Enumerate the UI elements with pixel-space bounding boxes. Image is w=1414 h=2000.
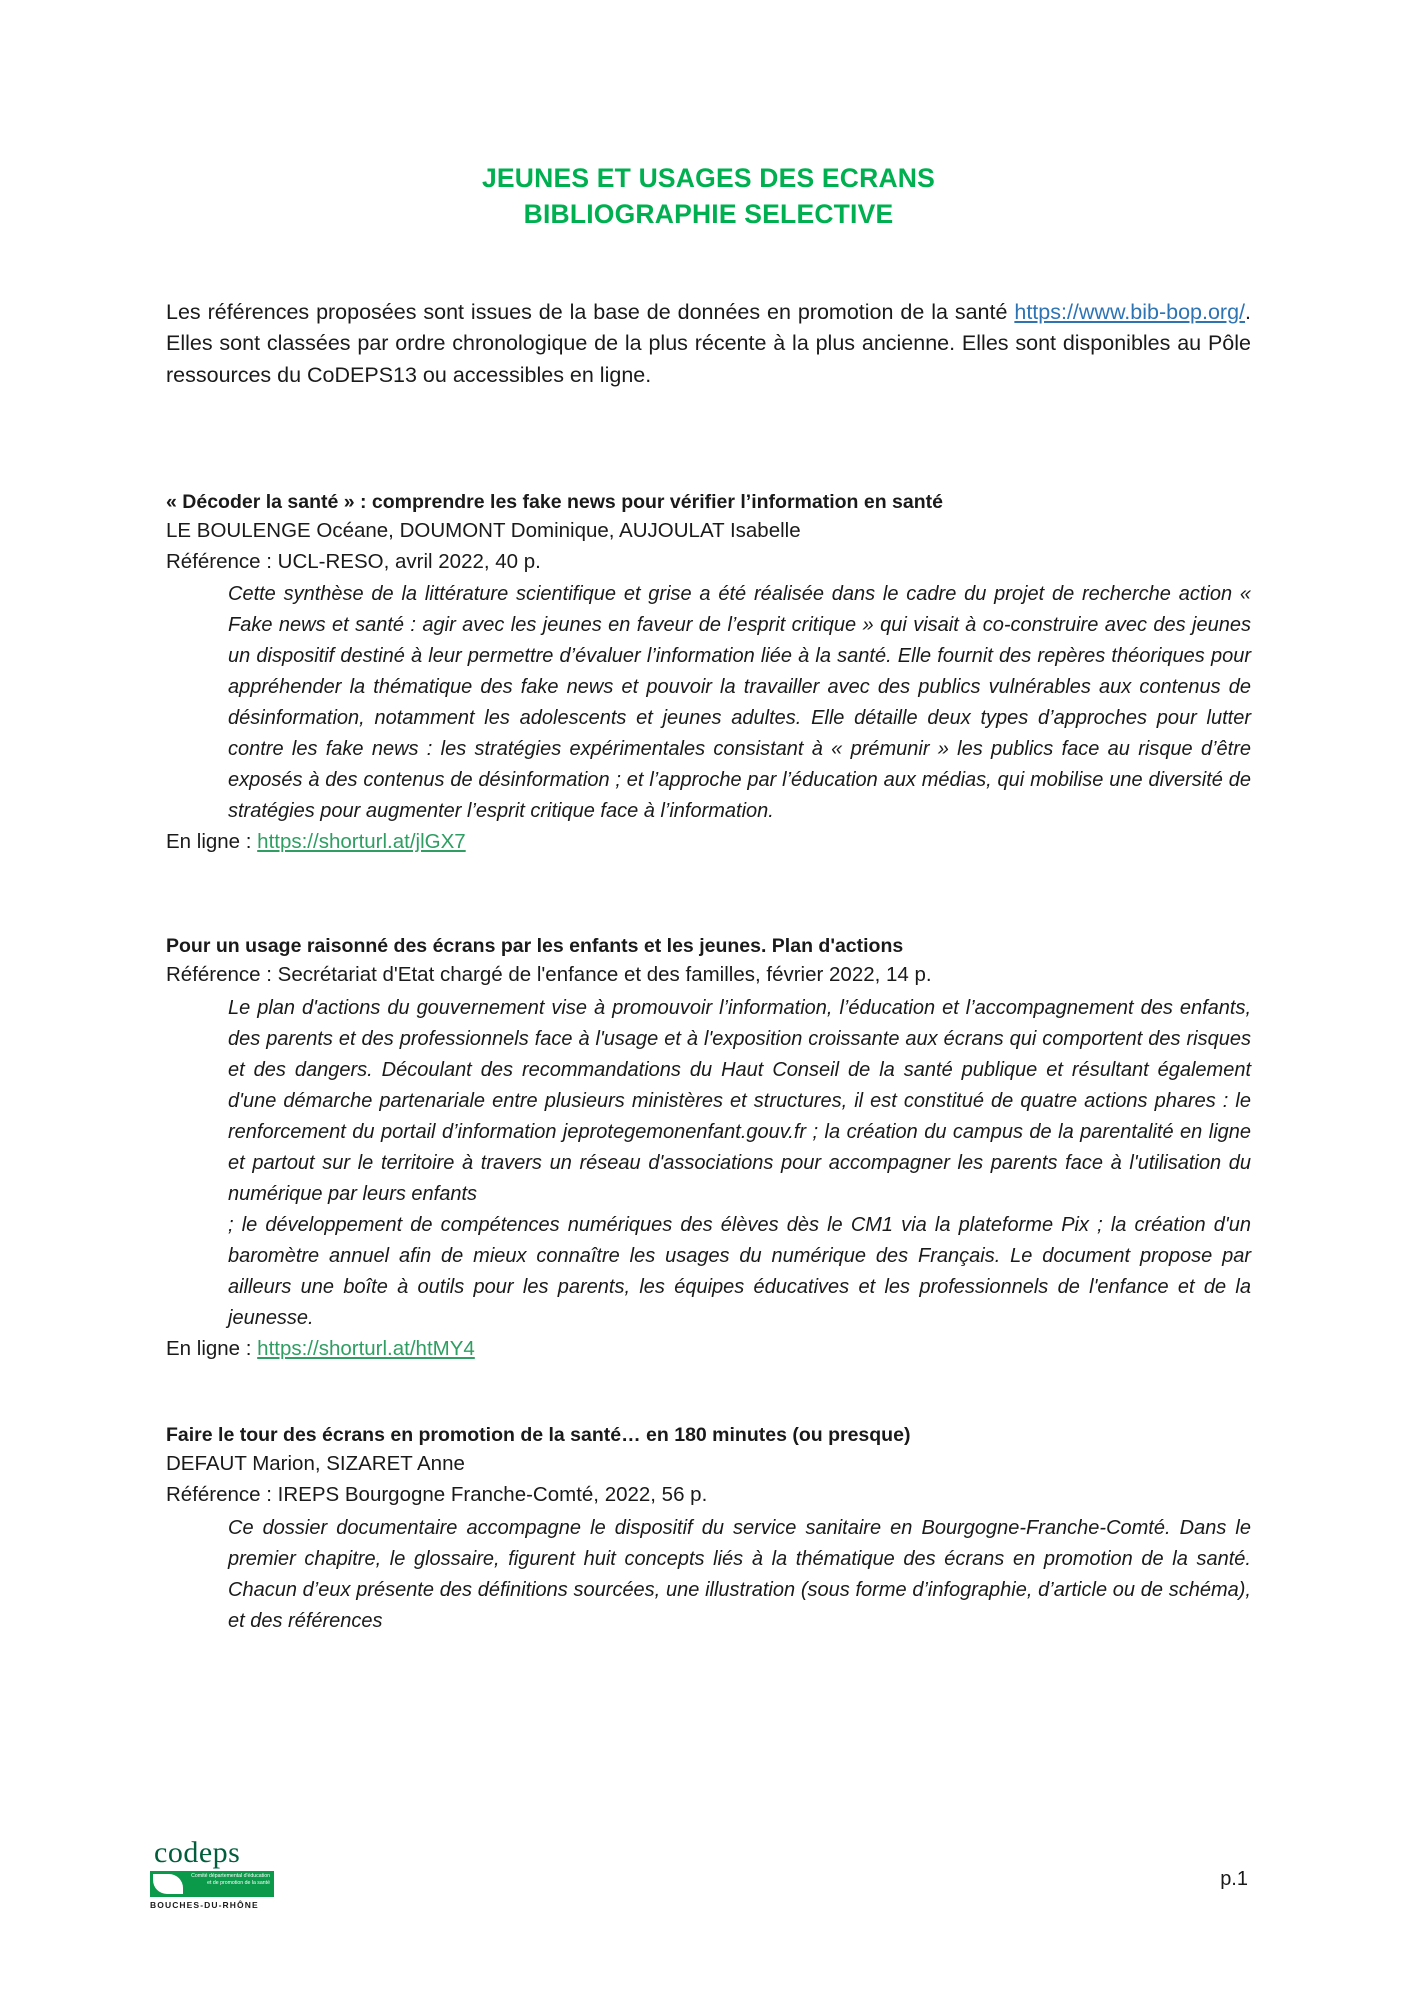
entry-abstract-paragraph: Cette synthèse de la littérature scientifique et grise a été réalisée dans le cadre du projet de recherche action « Fake news et santé : agir avec les jeunes en faveur de l’esprit critique » qui visait à co-construire avec des jeunes un dispositif destiné à leur permettre d’évaluer l’information liée à la santé. Elle fournit des repères théoriques pour appréhender la thématique des fake news et pouvoir la travailler avec des publics vulnérables aux contenus de désinformation, notamment les adolescents et jeunes adultes. Elle détaille deux types d’approches pour lutter contre les fake news : les stratégies expérimentales consistant à « prémunir » les publics face au risque d’être exposés à des contenus de désinformation ; et l’approche par l’éducation aux médias, qui mobilise une diversité de stratégies pour augmenter l’esprit critique face à l’information. [228,583,1251,823]
entry-authors: DEFAUT Marion, SIZARET Anne [166,1452,465,1476]
entry-reference: Référence : IREPS Bourgogne Franche-Comté, 2022, 56 p. [166,1482,708,1506]
entry-abstract [228,993,1251,1334]
codeps-logo [150,1836,280,1910]
entry-abstract [228,1513,1251,1637]
logo-subtitle: BOUCHES-DU-RHÔNE [150,1900,259,1910]
bibliography-entry [166,488,1251,859]
bibbop-link[interactable]: https://www.bib-bop.org/ [1014,299,1246,324]
logo-swoosh-icon [153,1874,183,1894]
document-body [166,160,1251,1637]
entry-online-line [166,827,1251,858]
entry-authors: LE BOULENGE Océane, DOUMONT Dominique, AUJOULAT Isabelle [166,518,801,542]
page-number: p.1 [1220,1868,1248,1890]
entry-title: Pour un usage raisonné des écrans par les enfants et les jeunes. Plan d'actions [166,935,904,958]
entry-online-link[interactable]: https://shorturl.at/jlGX7 [257,830,466,854]
logo-wordmark: codeps [154,1836,241,1869]
page-title [166,160,1251,233]
bibliography-entry [166,1421,1251,1637]
entry-online-label: En ligne : [166,830,258,854]
entry-online-link[interactable]: https://shorturl.at/htMY4 [257,1337,475,1361]
entry-online-line [166,1334,1251,1365]
logo-band [150,1871,274,1897]
entry-reference: Référence : Secrétariat d'Etat chargé de l'enfance et des familles, février 2022, 14 p. [166,963,932,987]
bibliography-entry [166,932,1251,1365]
entry-abstract-paragraph-2: ; le développement de compétences numériques des élèves dès le CM1 via la plateforme Pix ; la création d'un baromètre annuel afin de mieux connaître les usages du numérique des Français. Le document propose par ailleurs une boîte à outils pour les parents, les équipes éducatives et les professionnels de l'enfance et de la jeunesse. [228,1214,1251,1330]
entry-abstract-paragraph: Ce dossier documentaire accompagne le dispositif du service sanitaire en Bourgogne-Franche-Comté. Dans le premier chapitre, le glossaire, figurent huit concepts liés à la thématique des écrans en promotion de la santé. Chacun d’eux présente des définitions sourcées, une illustration (sous forme d’infographie, d’article ou de schéma), et des références [228,1516,1251,1632]
intro-text-after: . Elles sont classées par ordre chronologique de la plus récente à la plus ancienne. Elles sont disponibles au Pôle ressources du CoDEPS13 ou accessibles en ligne. [166,299,1251,388]
title-line-2: BIBLIOGRAPHIE SELECTIVE [523,199,894,230]
entry-online-label: En ligne : [166,1337,258,1361]
intro-text-before: Les références proposées sont issues de la base de données en promotion de la santé [166,299,1015,324]
entry-title: Faire le tour des écrans en promotion de la santé… en 180 minutes (ou presque) [166,1423,911,1446]
entry-abstract [228,579,1251,827]
entry-reference: Référence : UCL-RESO, avril 2022, 40 p. [166,549,541,573]
title-line-1: JEUNES ET USAGES DES ECRANS [481,163,936,193]
entry-abstract-paragraph: Le plan d'actions du gouvernement vise à promouvoir l’information, l’éducation et l’accompagnement des enfants, des parents et des professionnels face à l'usage et à l'exposition croissante aux écrans qui comportent des risques et des dangers. Découlant des recommandations du Haut Conseil de la santé publique et résultant également d'une démarche partenariale entre plusieurs ministères et structures, il est constitué de quatre actions phares : le renforcement du portail d’information jeprotegemonenfant.gouv.fr ; la création du campus de la parentalité en ligne et partout sur le territoire à travers un réseau d'associations pour accompagner les parents face à l'utilisation du numérique par leurs enfants [228,997,1251,1206]
intro-paragraph [166,297,1251,392]
entry-title: « Décoder la santé » : comprendre les fake news pour vérifier l’information en santé [166,490,944,513]
logo-band-text: Comité départemental d'éducation et de promotion de la santé [191,1873,270,1886]
